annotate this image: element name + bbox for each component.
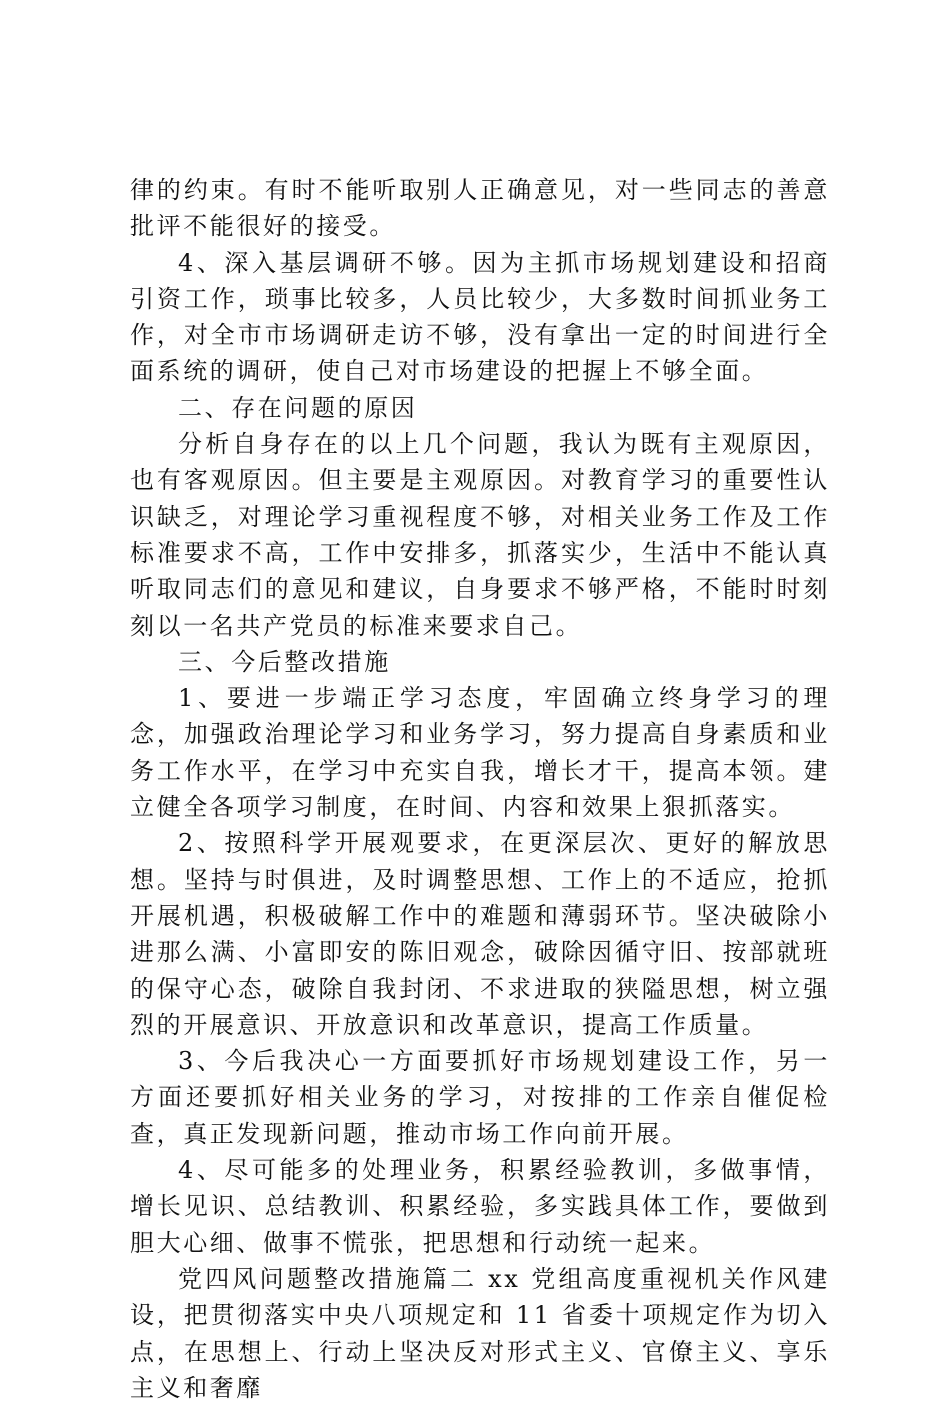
section-heading-measures: 三、今后整改措施 [178,647,391,676]
paragraph-measure-2: 2、按照科学开展观要求，在更深层次、更好的解放思想。坚持与时俱进，及时调整思想、工作上的不适应，抢抓开展机遇，积极破解工作中的难题和薄弱环节。坚决破除小进那么满、小富即安的陈旧观念，破除因循守旧、按部就班的保守心态，破除自我封闭、不求进取的狭隘思想，树立强烈的开展意识、开放意识和改革意识，提高工作质量。 [130,829,830,1039]
paragraph-causes-analysis: 分析自身存在的以上几个问题，我认为既有主观原因，也有客观原因。但主要是主观原因。对教育学习的重要性认识缺乏，对理论学习重视程度不够，对相关业务工作及工作标准要求不高，工作中安排多，抓落实少，生活中不能认真听取同志们的意见和建议，自身要求不够严格，不能时时刻刻以一名共产党员的标准来要求自己。 [130,430,830,640]
paragraph-measure-3: 3、今后我决心一方面要抓好市场规划建设工作，另一方面还要抓好相关业务的学习，对按排的工作亲自催促检查，真正发现新问题，推动市场工作向前开展。 [130,1047,830,1148]
paragraph-item-4-research: 4、深入基层调研不够。因为主抓市场规划建设和招商引资工作，琐事比较多，人员比较少，大多数时间抓业务工作，对全市市场调研走访不够，没有拿出一定的时间进行全面系统的调研，使自己对市场建设的把握上不够全面。 [130,248,830,386]
paragraph-continuation: 律的约束。有时不能听取别人正确意见，对一些同志的善意批评不能很好的接受。 [130,176,830,241]
paragraph-measure-4: 4、尽可能多的处理业务，积累经验教训，多做事情，增长见识、总结教训、积累经验，多实践具体工作，要做到胆大心细、做事不慌张，把思想和行动统一起来。 [130,1156,830,1257]
section-heading-causes: 二、存在问题的原因 [178,393,418,422]
paragraph-part-two-intro: 党四风问题整改措施篇二 xx 党组高度重视机关作风建设，把贯彻落实中央八项规定和 11 省委十项规定作为切入点，在思想上、行动上坚决反对形式主义、官僚主义、享乐主义和奢靡 [130,1264,830,1402]
document-page [130,172,830,1406]
paragraph-measure-1: 1、要进一步端正学习态度，牢固确立终身学习的理念，加强政治理论学习和业务学习，努力提高自身素质和业务工作水平，在学习中充实自我，增长才干，提高本领。建立健全各项学习制度，在时间、内容和效果上狠抓落实。 [130,684,830,822]
